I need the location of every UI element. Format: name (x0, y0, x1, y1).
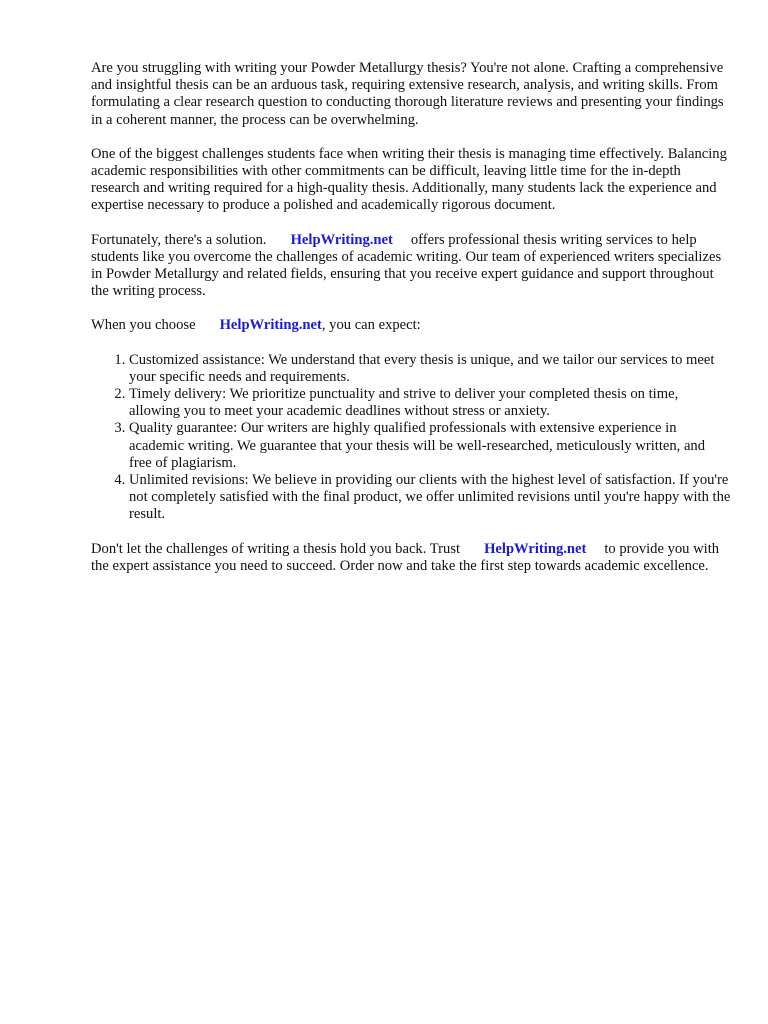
helpwriting-link[interactable]: HelpWriting.net (290, 231, 393, 248)
closing-text-after: to provide you with the expert assistance you need to succeed. Order now and take the first step towards academic excellence. (91, 540, 720, 574)
helpwriting-link[interactable]: HelpWriting.net (484, 540, 587, 557)
expect-text-after: , you can expect: (321, 317, 421, 334)
challenges-paragraph: One of the biggest challenges students face when writing their thesis is managing time effectively. Balancing academic responsibilities with other commitments can be difficult, leaving little time for the in-depth research and writing required for a high-quality thesis. Additionally, many students lack the experience and expertise necessary to produce a polished and academically rigorous document. (91, 145, 727, 214)
solution-text-before: Fortunately, there's a solution. (91, 231, 267, 248)
list-item: 4. Unlimited revisions: We believe in providing our clients with the highest level of satisfaction. If you're not completely satisfied with the final product, we offer unlimited revisions until you're happy with the result. (129, 472, 731, 524)
benefits-list (91, 352, 731, 524)
intro-paragraph: Are you struggling with writing your Powder Metallurgy thesis? You're not alone. Crafting a comprehensive and insightful thesis can be an arduous task, requiring extensive research, analysis, and writing skills. From formulating a clear research question to conducting thorough literature reviews and presenting your findings in a coherent manner, the process can be overwhelming. (91, 60, 724, 128)
document-body (91, 60, 731, 592)
list-item: 3. Quality guarantee: Our writers are highly qualified professionals with extensive experience in academic writing. We guarantee that your thesis will be well-researched, meticulously written, and free of plagiarism. (129, 420, 731, 472)
solution-paragraph (91, 232, 731, 301)
list-item: 1. Customized assistance: We understand that every thesis is unique, and we tailor our services to meet your specific needs and requirements. (129, 352, 731, 386)
expect-text-before: When you choose (91, 317, 196, 334)
solution-text-after: offers professional thesis writing services to help students like you overcome the challenges of academic writing. Our team of experienced writers specializes in Powder Metallurgy and related fields, ensuring that you receive expert guidance and support throughout the writing process. (91, 231, 722, 300)
closing-text-before: Don't let the challenges of writing a thesis hold you back. Trust (91, 540, 461, 557)
helpwriting-link[interactable]: HelpWriting.net (219, 317, 322, 334)
list-item: 2. Timely delivery: We prioritize punctuality and strive to deliver your completed thesis on time, allowing you to meet your academic deadlines without stress or anxiety. (129, 386, 731, 420)
expect-paragraph (91, 317, 731, 334)
closing-paragraph (91, 541, 731, 575)
